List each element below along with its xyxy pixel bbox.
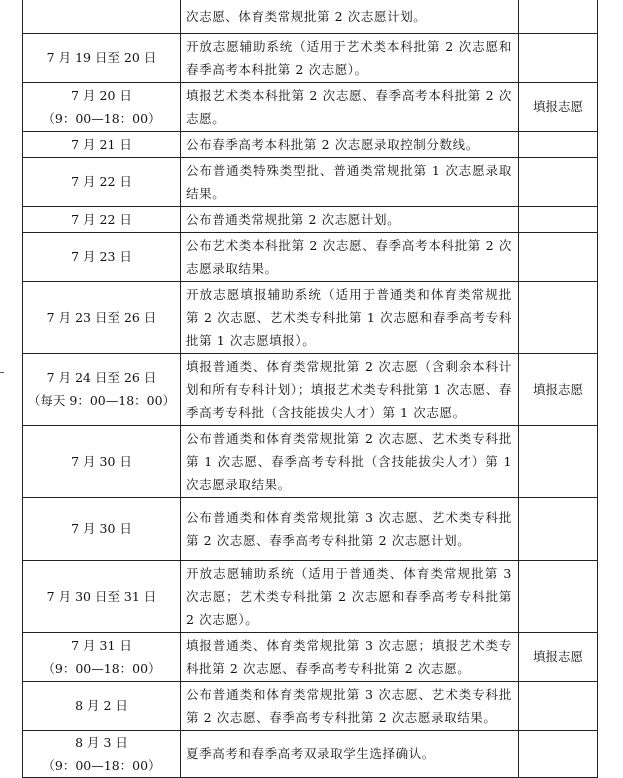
- table-row: [23, 497, 598, 560]
- note-cell: 填报志愿: [519, 82, 598, 131]
- description-cell: 公布普通类和体育类常规批第 2 次志愿、艺术类专科批第 1 次志愿、春季高考专科批（含技能拔尖人才）第 1 次志愿录取结果。: [181, 425, 519, 497]
- table-row: [23, 560, 598, 632]
- description-cell: 填报普通类、体育类常规批第 3 次志愿；填报艺术类专科批第 2 次志愿、春季高考专科批第 2 次志愿。: [181, 632, 519, 681]
- table-row: [23, 157, 598, 206]
- description-cell: 开放志愿填报辅助系统（适用于普通类和体育类常规批第 2 次志愿、艺术类专科批第 1 次志愿和春季高考专科批第 1 次志愿填报）。: [181, 281, 519, 353]
- date-cell: 7 月 30 日: [23, 497, 181, 560]
- date-cell: 7 月 19 日至 20 日: [23, 33, 181, 82]
- table-row: [23, 0, 598, 33]
- date-cell: 8 月 3 日 （9：00—18：00）: [23, 730, 181, 777]
- date-cell: 7 月 30 日: [23, 425, 181, 497]
- schedule-sheet: [22, 0, 598, 778]
- admission-schedule-table: [22, 0, 598, 778]
- description-cell: 公布普通类和体育类常规批第 3 次志愿、艺术类专科批第 2 次志愿、春季高考专科批第 2 次志愿计划。: [181, 497, 519, 560]
- description-cell: 公布普通类和体育类常规批第 3 次志愿、艺术类专科批第 2 次志愿、春季高考专科批第 2 次志愿录取结果。: [181, 681, 519, 730]
- note-cell: [519, 281, 598, 353]
- note-cell: [519, 730, 598, 777]
- note-cell: [519, 681, 598, 730]
- description-cell: 开放志愿辅助系统（适用于艺术类本科批第 2 次志愿和春季高考本科批第 2 次志愿）。: [181, 33, 519, 82]
- description-cell: 夏季高考和春季高考双录取学生选择确认。: [181, 730, 519, 777]
- table-row: [23, 131, 598, 157]
- table-row: [23, 33, 598, 82]
- note-cell: 填报志愿: [519, 632, 598, 681]
- note-cell: [519, 157, 598, 206]
- table-row: [23, 681, 598, 730]
- note-cell: [519, 206, 598, 232]
- note-cell: [519, 497, 598, 560]
- date-cell: [23, 0, 181, 33]
- description-cell: 公布艺术类本科批第 2 次志愿、春季高考本科批第 2 次志愿录取结果。: [181, 232, 519, 281]
- date-cell: 7 月 22 日: [23, 157, 181, 206]
- note-cell: [519, 425, 598, 497]
- date-cell: 7 月 30 日至 31 日: [23, 560, 181, 632]
- table-row: [23, 232, 598, 281]
- date-cell: 7 月 24 日至 26 日 （每天 9：00—18：00）: [23, 353, 181, 425]
- table-row: [23, 425, 598, 497]
- date-cell: 7 月 23 日: [23, 232, 181, 281]
- description-cell: 公布普通类常规批第 2 次志愿计划。: [181, 206, 519, 232]
- note-cell: [519, 0, 598, 33]
- note-cell: 填报志愿: [519, 353, 598, 425]
- description-cell: 公布春季高考本科批第 2 次志愿录取控制分数线。: [181, 131, 519, 157]
- note-cell: [519, 33, 598, 82]
- note-cell: [519, 131, 598, 157]
- date-cell: 7 月 21 日: [23, 131, 181, 157]
- note-cell: [519, 560, 598, 632]
- date-cell: 7 月 20 日 （9：00—18：00）: [23, 82, 181, 131]
- description-cell: 填报普通类、体育类常规批第 2 次志愿（含剩余本科计划和所有专科计划）；填报艺术类专科批第 1 次志愿、春季高考专科批（含技能拔尖人才）第 1 次志愿。: [181, 353, 519, 425]
- date-cell: 8 月 2 日: [23, 681, 181, 730]
- table-row: [23, 281, 598, 353]
- note-cell: [519, 232, 598, 281]
- table-row: [23, 730, 598, 777]
- page-edge-mark: [0, 372, 4, 373]
- table-row: [23, 632, 598, 681]
- description-cell: 开放志愿辅助系统（适用于普通类、体育类常规批第 3 次志愿；艺术类专科批第 2 次志愿和春季高考专科批第 2 次志愿）。: [181, 560, 519, 632]
- table-row: [23, 206, 598, 232]
- table-row: [23, 353, 598, 425]
- date-cell: 7 月 22 日: [23, 206, 181, 232]
- description-cell: 公布普通类特殊类型批、普通类常规批第 1 次志愿录取结果。: [181, 157, 519, 206]
- date-cell: 7 月 23 日至 26 日: [23, 281, 181, 353]
- date-cell: 7 月 31 日 （9：00—18：00）: [23, 632, 181, 681]
- table-row: [23, 82, 598, 131]
- description-cell: 次志愿、体育类常规批第 2 次志愿计划。: [181, 0, 519, 33]
- description-cell: 填报艺术类本科批第 2 次志愿、春季高考本科批第 2 次志愿。: [181, 82, 519, 131]
